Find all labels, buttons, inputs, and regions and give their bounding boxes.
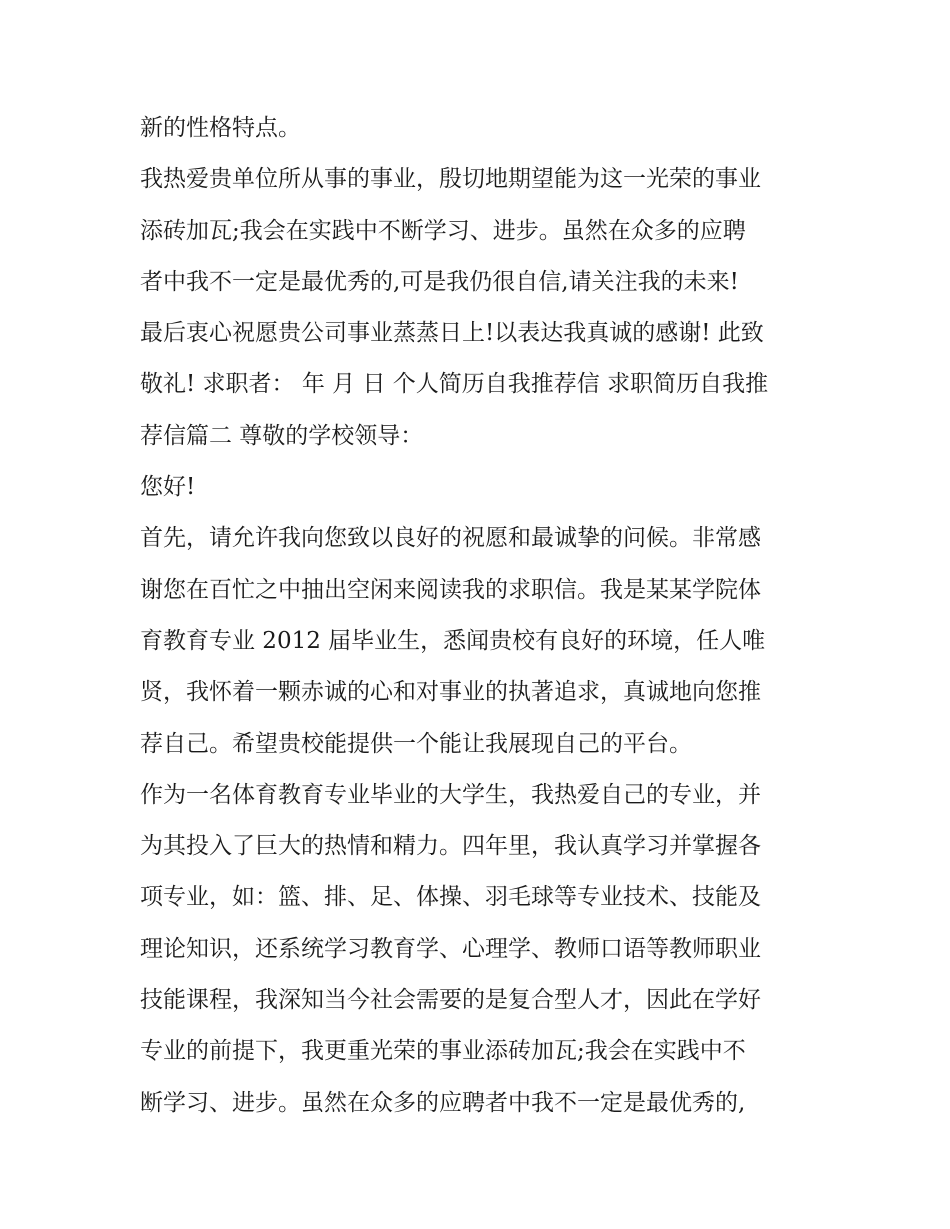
text-line: 荐自己。希望贵校能提供一个能让我展现自己的平台。 bbox=[140, 730, 692, 757]
text-line: 您好! bbox=[140, 474, 196, 501]
text-line: 断学习、进步。虽然在众多的应聘者中我不一定是最优秀的, bbox=[140, 1089, 746, 1116]
text-line: 我热爱贵单位所从事的事业，殷切地期望能为这一光荣的事业 bbox=[140, 166, 761, 193]
text-line: 作为一名体育教育专业毕业的大学生，我热爱自己的专业，并 bbox=[140, 781, 761, 808]
text-line: 添砖加瓦;我会在实践中不断学习、进步。虽然在众多的应聘 bbox=[140, 217, 746, 244]
text-line: 谢您在百忙之中抽出空闲来阅读我的求职信。我是某某学院体 bbox=[140, 576, 761, 603]
text-line: 为其投入了巨大的热情和精力。四年里，我认真学习并掌握各 bbox=[140, 833, 761, 860]
text-line: 专业的前提下，我更重光荣的事业添砖加瓦;我会在实践中不 bbox=[140, 1038, 746, 1065]
text-line: 技能课程，我深知当今社会需要的是复合型人才，因此在学好 bbox=[140, 987, 761, 1014]
text-line: 育教育专业 2012 届毕业生，悉闻贵校有良好的环境，任人唯 bbox=[140, 627, 766, 654]
text-line: 首先，请允许我向您致以良好的祝愿和最诚挚的问候。非常感 bbox=[140, 525, 761, 552]
text-line: 者中我不一定是最优秀的,可是我仍很自信,请关注我的未来! bbox=[140, 268, 739, 295]
text-line: 项专业，如：篮、排、足、体操、羽毛球等专业技术、技能及 bbox=[140, 884, 761, 911]
document-body bbox=[140, 103, 830, 1129]
text-line: 荐信篇二 尊敬的学校领导： bbox=[140, 422, 424, 449]
text-line: 贤，我怀着一颗赤诚的心和对事业的执著追求，真诚地向您推 bbox=[140, 679, 761, 706]
text-line: 新的性格特点。 bbox=[140, 115, 301, 141]
text-line: 最后衷心祝愿贵公司事业蒸蒸日上!以表达我真诚的感谢! 此致 bbox=[140, 320, 764, 347]
text-line: 理论知识，还系统学习教育学、心理学、教师口语等教师职业 bbox=[140, 935, 761, 962]
text-line: 敬礼! 求职者： 年 月 日 个人简历自我推荐信 求职简历自我推 bbox=[140, 371, 769, 398]
